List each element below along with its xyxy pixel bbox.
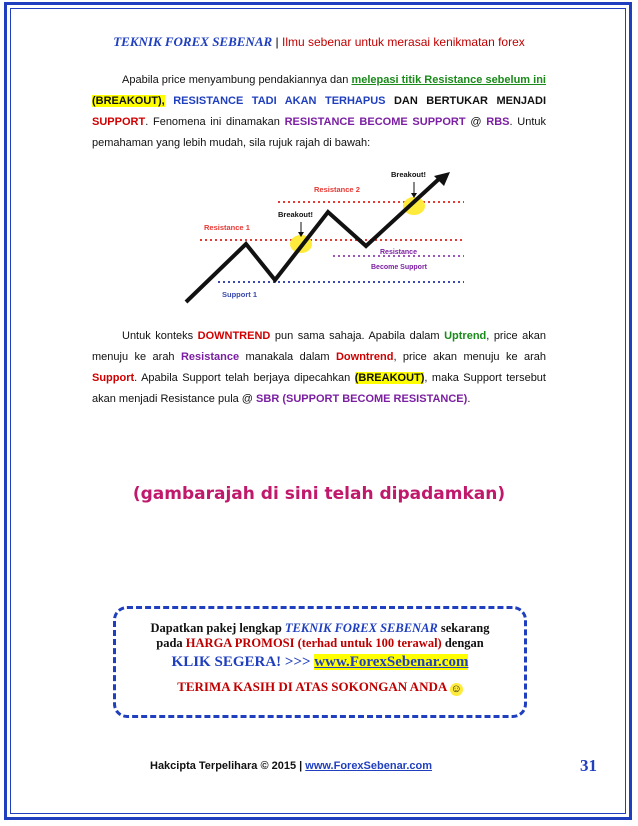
text: @ [465, 116, 487, 128]
text: Dapatkan pakej lengkap [150, 621, 285, 635]
promo-brand: TEKNIK FOREX SEBENAR [284, 621, 438, 635]
text: manakala dalam [239, 351, 336, 363]
promo-line-2 [116, 636, 524, 651]
rbs-diagram [178, 168, 464, 306]
label-breakout-2: Breakout! [391, 170, 427, 179]
promo-line-1 [116, 621, 524, 636]
copyright-text: Hakcipta Terpelihara © 2015 | [150, 760, 306, 772]
promo-box [113, 606, 527, 718]
text: , maka Support tersebut akan menjadi Resistance pula @ [92, 372, 546, 405]
text-green: melepasi titik Resistance sebelum ini [351, 74, 546, 86]
text-red: DOWNTREND [197, 330, 271, 342]
text: dengan [441, 636, 484, 650]
footer-link[interactable]: www.ForexSebenar.com [305, 760, 433, 772]
text-purple: RBS [486, 116, 510, 128]
text [165, 95, 174, 107]
text: pada [156, 636, 186, 650]
label-rbs-2: Become Support [371, 264, 428, 271]
smiley-icon: ☺ [450, 683, 462, 695]
header-tagline: Ilmu sebenar untuk merasai kenikmatan forex [281, 35, 525, 49]
page-header [0, 34, 638, 50]
text: Apabila price menyambung pendakiannya dan [122, 74, 352, 86]
text-purple: RESISTANCE BECOME SUPPORT [284, 116, 466, 128]
text-purple: Resistance [180, 351, 240, 363]
thank-you-text: TERIMA KASIH DI ATAS SOKONGAN ANDA [177, 679, 447, 694]
text: , price akan menuju ke arah [92, 330, 547, 363]
removed-diagram-note: (gambarajah di sini telah dipadamkan) [132, 484, 506, 504]
promo-price-note: HARGA PROMOSI (terhad untuk 100 terawal) [185, 636, 442, 650]
text: Untuk konteks [122, 330, 198, 342]
label-rbs-1: Resistance [380, 249, 417, 256]
text: . Untuk pemahaman yang lebih mudah, sila rujuk rajah di bawah: [92, 116, 547, 149]
text-red: Downtrend [335, 351, 394, 363]
text-purple: SBR (SUPPORT BECOME RESISTANCE) [256, 393, 468, 405]
promo-line-3 [116, 654, 524, 671]
text-breakout-highlight: (BREAKOUT), [92, 95, 165, 107]
label-resistance2: Resistance 2 [314, 185, 360, 194]
header-separator: | [275, 35, 279, 49]
text-breakout-highlight: (BREAKOUT) [354, 372, 425, 384]
text-green: Uptrend [444, 330, 487, 342]
text: pun sama sahaja. Apabila dalam [270, 330, 445, 342]
promo-link[interactable]: www.ForexSebenar.com [314, 654, 469, 670]
text: , price akan menuju ke arah [393, 351, 546, 363]
label-breakout-1: Breakout! [278, 210, 314, 219]
header-brand: TEKNIK FOREX SEBENAR [113, 34, 273, 49]
paragraph-sbr [92, 326, 546, 410]
text: sekarang [437, 621, 490, 635]
text-red: Support [92, 372, 135, 384]
text-blue: RESISTANCE TADI AKAN TERHAPUS [173, 95, 386, 107]
text: . Apabila Support telah berjaya dipecahkan [134, 372, 355, 384]
page-number: 31 [580, 756, 597, 775]
text-bold: DAN BERTUKAR MENJADI [385, 95, 546, 107]
page-footer [150, 760, 432, 772]
text: . Fenomena ini dinamakan [145, 116, 285, 128]
text: . [467, 393, 471, 405]
label-support1: Support 1 [222, 290, 257, 299]
text: KLIK SEGERA! >>> [171, 654, 315, 670]
paragraph-rbs [92, 70, 546, 154]
promo-line-4 [116, 679, 524, 696]
label-resistance1: Resistance 1 [204, 223, 250, 232]
text-red: SUPPORT [92, 116, 146, 128]
